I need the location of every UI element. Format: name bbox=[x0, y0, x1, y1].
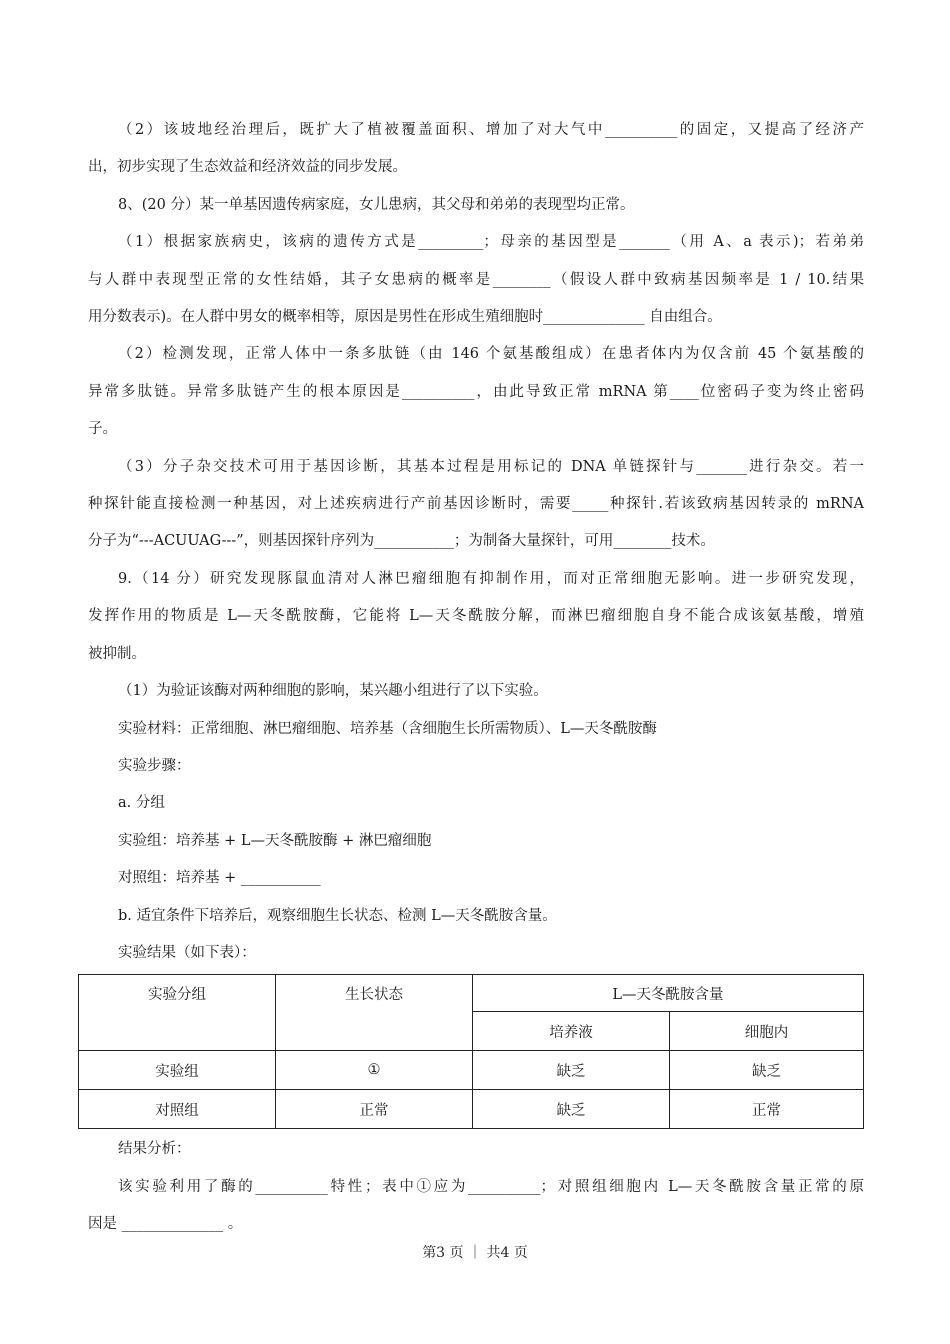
q8-part3-line1: （3）分子杂交技术可用于基因诊断，其基本过程是用标记的 DNA 单链探针与_______进行杂交。若一 bbox=[118, 458, 864, 475]
q9-heading-line2: 发挥作用的物质是 L—天冬酰胺酶，它能将 L—天冬酰胺分解，而淋巴瘤细胞自身不能合成该氨基酸，增殖 bbox=[88, 608, 864, 625]
document-body bbox=[88, 112, 864, 1244]
subheader-medium: 培养液 bbox=[473, 1012, 670, 1051]
results-label: 实验结果（如下表）： bbox=[118, 944, 256, 961]
experimental-group: 实验组：培养基 + L—天冬酰胺酶 + 淋巴瘤细胞 bbox=[118, 832, 432, 849]
q8-part2-line2: 异常多肽链。异常多肽链产生的根本原因是__________，由此导致正常 mRNA 第____位密码子变为终止密码 bbox=[88, 383, 864, 400]
experiment-materials: 实验材料：正常细胞、淋巴瘤细胞、培养基（含细胞生长所需物质）、L—天冬酰胺酶 bbox=[118, 720, 657, 737]
q9-part1-intro: （1）为验证该酶对两种细胞的影响，某兴趣小组进行了以下实验。 bbox=[118, 683, 548, 700]
table-row bbox=[79, 1090, 864, 1129]
step-a: a. 分组 bbox=[118, 795, 165, 812]
results-table bbox=[78, 974, 864, 1129]
table-row bbox=[79, 1051, 864, 1090]
q8-heading: 8、(20 分）某一单基因遗传病家庭，女儿患病，其父母和弟弟的表现型均正常。 bbox=[118, 196, 635, 213]
row-cell: 正常 bbox=[670, 1090, 864, 1129]
q8-part2-line1: （2）检测发现，正常人体中一条多肽链（由 146 个氨基酸组成）在患者体内为仅含前 45 个氨基酸的 bbox=[118, 346, 864, 363]
row-group: 实验组 bbox=[79, 1051, 276, 1090]
q8-part1-line2: 与人群中表现型正常的女性结婚，其子女患病的概率是________（假设人群中致病基因频率是 1 / 10.结果 bbox=[88, 271, 864, 288]
q7-part2-line2: 出，初步实现了生态效益和经济效益的同步发展。 bbox=[88, 159, 407, 176]
q9-heading-line1: 9.（14 分）研究发现豚鼠血清对人淋巴瘤细胞有抑制作用，而对正常细胞无影响。进一步研究发现， bbox=[118, 570, 864, 587]
row-group: 对照组 bbox=[79, 1090, 276, 1129]
q7-part2-line1: （2）该坡地经治理后，既扩大了植被覆盖面积、增加了对大气中__________的固定，又提高了经济产 bbox=[118, 122, 864, 138]
q8-part1-line1: （1）根据家族病史，该病的遗传方式是_________；母亲的基因型是_______（用 A、a 表示)；若弟弟 bbox=[118, 234, 864, 251]
analysis-label: 结果分析： bbox=[118, 1141, 191, 1158]
q8-part3-line3: 分子为“---ACUUAG---”，则基因探针序列为___________；为制备大量探针，可用________技术。 bbox=[88, 533, 715, 550]
table-header-row bbox=[79, 975, 864, 1012]
header-content: L—天冬酰胺含量 bbox=[473, 975, 864, 1012]
row-growth: ① bbox=[276, 1051, 473, 1090]
header-growth: 生长状态 bbox=[276, 975, 473, 1051]
control-group: 对照组：培养基 + ___________ bbox=[118, 870, 321, 887]
row-medium: 缺乏 bbox=[473, 1051, 670, 1090]
step-b: b. 适宜条件下培养后，观察细胞生长状态、检测 L—天冬酰胺含量。 bbox=[118, 907, 557, 924]
header-group: 实验分组 bbox=[79, 975, 276, 1051]
q8-part3-line2: 种探针能直接检测一种基因，对上述疾病进行产前基因诊断时，需要_____种探针.若该致病基因转录的 mRNA bbox=[88, 496, 864, 513]
subheader-cell: 细胞内 bbox=[670, 1012, 864, 1051]
results-table-wrapper bbox=[88, 974, 864, 1129]
analysis-line2: 因是 ______________ 。 bbox=[88, 1216, 243, 1233]
q9-heading-line3: 被抑制。 bbox=[88, 645, 146, 662]
analysis-line1: 该实验利用了酶的__________特性；表中①应为__________；对照组细胞内 L—天冬酰胺含量正常的原 bbox=[118, 1178, 864, 1195]
page-footer: 第3 页 ｜ 共4 页 bbox=[422, 1245, 528, 1261]
row-growth: 正常 bbox=[276, 1090, 473, 1129]
row-medium: 缺乏 bbox=[473, 1090, 670, 1129]
experiment-steps-label: 实验步骤： bbox=[118, 757, 191, 774]
row-cell: 缺乏 bbox=[670, 1051, 864, 1090]
q8-part2-line3: 子。 bbox=[88, 421, 117, 438]
q8-part1-line3: 用分数表示)。在人群中男女的概率相等，原因是男性在形成生殖细胞时______________ 自由组合。 bbox=[88, 309, 722, 326]
